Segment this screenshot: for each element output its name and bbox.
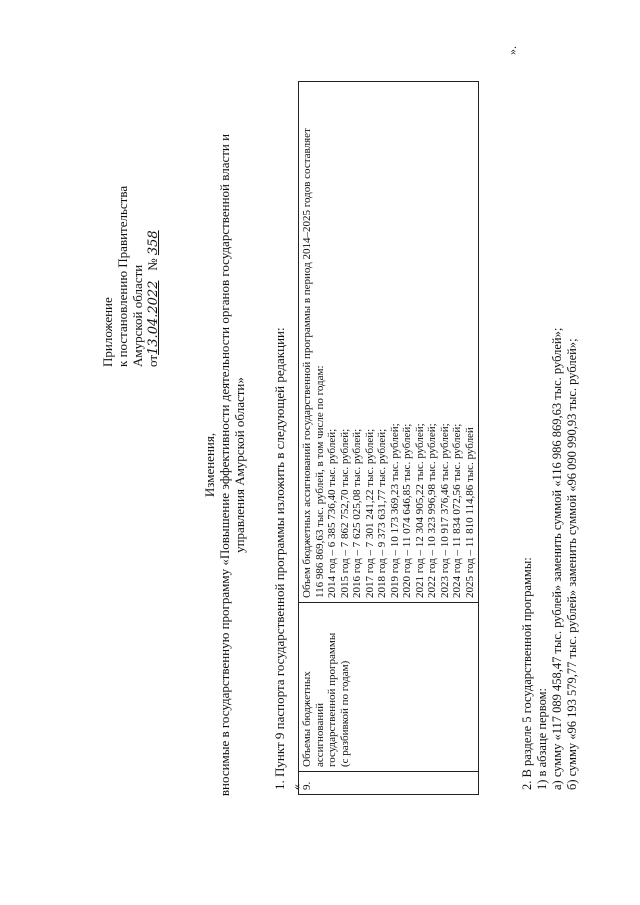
- quote-close: ».: [505, 46, 519, 55]
- value-line: 2019 год – 10 173 369,23 тыс. рублей;: [388, 423, 401, 598]
- value-line: 116 986 869,63 тыс. рублей, в том числе по годам:: [313, 365, 326, 598]
- value-line: 2017 год – 7 301 241,22 тыс. рублей;: [363, 428, 376, 598]
- row-name-line: Объемы бюджетных: [301, 671, 313, 767]
- value-line: 2024 год – 11 834 072,56 тыс. рублей;: [451, 423, 463, 598]
- value-line: 2022 год – 10 323 996,98 тыс. рублей;: [426, 423, 438, 598]
- section-line-1: 2. В разделе 5 государственной программы:: [520, 557, 534, 790]
- title-line-1: вносимые в государственную программу «Повышение эффективности деятельности органов государственной власти и: [217, 133, 232, 797]
- section-line-2: 1) в абзаце первом:: [535, 687, 549, 790]
- appendix-block: [100, 107, 161, 367]
- row-number: 9.: [299, 772, 479, 795]
- value-line: 2025 год – 11 810 114,86 тыс. рублей: [463, 427, 476, 598]
- value-line: 2018 год – 9 373 631,77 тыс. рублей;: [376, 428, 388, 598]
- section-2-block: [520, 328, 580, 790]
- appendix-date-line: [145, 107, 161, 367]
- value-line: Объем бюджетных ассигнований государственной программы в период 2014–2025 годов составляет: [301, 128, 313, 598]
- section-line-4: б) сумму «96 193 579,77 тыс. рублей» заменить суммой «96 090 990,93 тыс. рублей»;: [565, 338, 579, 790]
- quote-open: «: [289, 784, 303, 790]
- title-heading: Изменения,: [202, 432, 217, 498]
- number-value: 358: [146, 230, 161, 256]
- value-line: 2015 год – 7 862 752,70 тыс. рублей;: [338, 428, 351, 598]
- section-line-3: а) сумму «117 089 458,47 тыс. рублей» заменить суммой «116 986 869,63 тыс. рублей»;: [550, 327, 564, 790]
- row-name-line: ассигнований: [313, 702, 326, 767]
- appendix-line-2: к постановлению Правительства: [115, 185, 130, 367]
- value-line: 2023 год – 10 917 376,46 тыс. рублей;: [438, 423, 451, 598]
- date-value: 13.04.2022: [146, 280, 161, 355]
- title-line-2: управления Амурской области»: [232, 377, 247, 553]
- passport-table: [298, 81, 479, 795]
- table-row: [299, 82, 479, 795]
- value-line: 2016 год – 7 625 025,08 тыс. рублей;: [351, 428, 363, 598]
- row-name-line: государственной программы: [326, 632, 338, 767]
- value-line: 2021 год – 12 304 905,22 тыс. рублей;: [413, 423, 426, 598]
- value-line: 2014 год – 6 385 736,40 тыс. рублей;: [326, 428, 338, 598]
- appendix-line-1: Приложение: [100, 297, 115, 367]
- row-name-line: (с разбивкой по годам): [338, 660, 351, 767]
- document-title: [202, 85, 247, 845]
- value-line: 2020 год – 11 074 646,85 тыс. рублей;: [401, 423, 413, 598]
- appendix-line-3: Амурской области: [130, 264, 145, 367]
- date-prefix: от: [145, 354, 160, 367]
- item-1-text: 1. Пункт 9 паспорта государственной программы изложить в следующей редакции:: [272, 327, 287, 790]
- number-prefix: №: [145, 258, 160, 271]
- row-value-cell: [299, 82, 479, 603]
- row-name-cell: [299, 603, 479, 772]
